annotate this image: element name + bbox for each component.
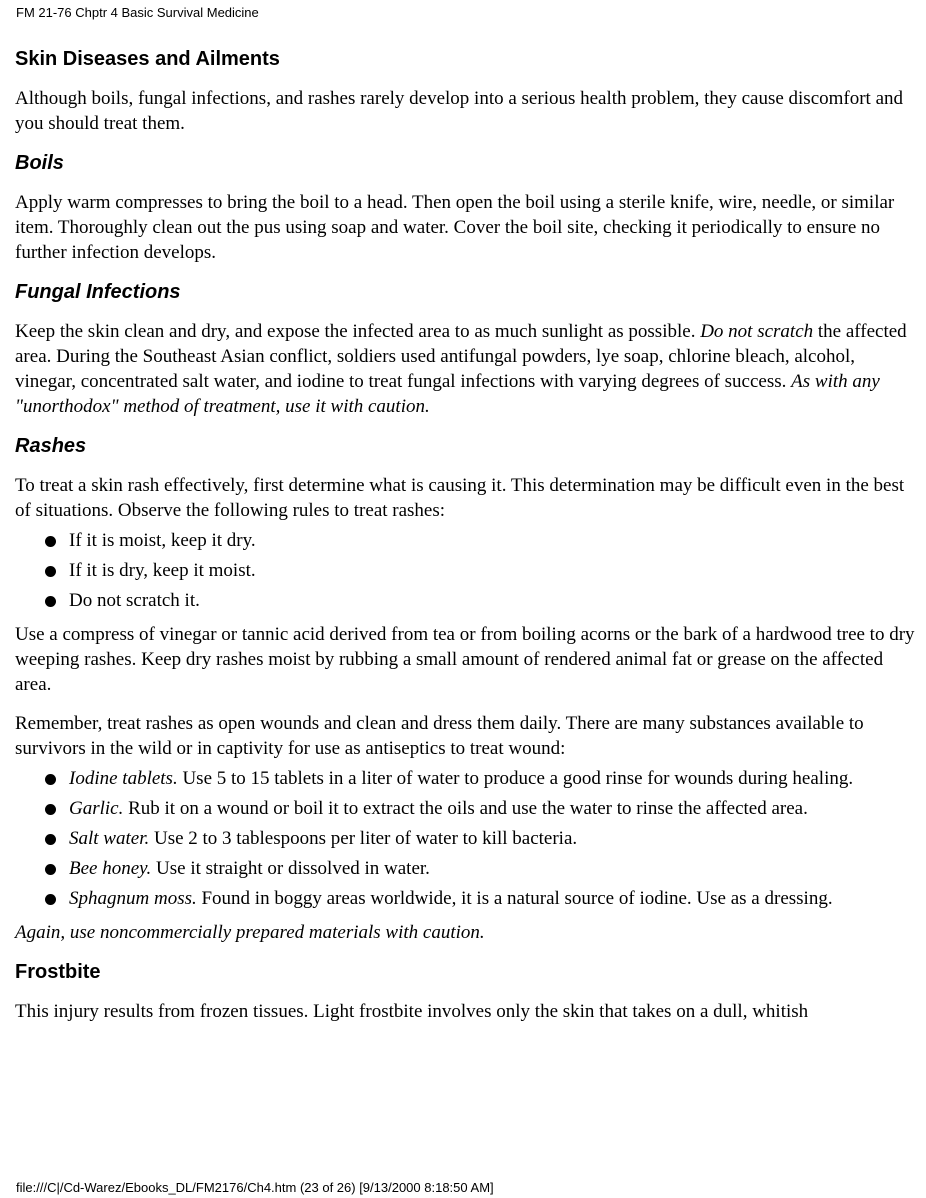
list-item: If it is dry, keep it moist. [15, 558, 915, 583]
section-title-frostbite: Frostbite [15, 961, 101, 983]
section-title-boils: Boils [15, 152, 64, 174]
antiseptic-name: Sphagnum moss. [69, 888, 197, 909]
list-item [15, 796, 915, 821]
caution-text: Again, use noncommercially prepared materials with caution. [15, 922, 485, 943]
list-item: If it is moist, keep it dry. [15, 528, 915, 553]
list-item [15, 826, 915, 851]
page-footer: file:///C|/Cd-Warez/Ebooks_DL/FM2176/Ch4.htm (23 of 26) [9/13/2000 8:18:50 AM] [16, 1180, 494, 1195]
document-content [15, 46, 915, 1038]
boils-text: Apply warm compresses to bring the boil to a head. Then open the boil using a sterile knife, wire, needle, or similar item. Thoroughly clean out the pus using soap and water. Cover the boil site, checking it periodically to ensure no further infection develops. [15, 192, 895, 263]
section-title-skin: Skin Diseases and Ailments [15, 48, 280, 70]
rashes-compress: Use a compress of vinegar or tannic acid derived from tea or from boiling acorns or the bark of a hardwood tree to dry weeping rashes. Keep dry rashes moist by rubbing a small amount of rendered animal fat or grease on the affected area. [15, 624, 915, 695]
list-item [15, 886, 915, 911]
antiseptic-text: Rub it on a wound or boil it to extract the oils and use the water to rinse the affected area. [123, 798, 808, 819]
section-title-fungal: Fungal Infections [15, 281, 181, 303]
fungal-text [15, 319, 915, 419]
fungal-text-b: Do not scratch [700, 321, 814, 342]
list-item: Do not scratch it. [15, 588, 915, 613]
rashes-caution [15, 920, 915, 945]
antiseptic-name: Iodine tablets. [69, 768, 178, 789]
rashes-intro: To treat a skin rash effectively, first determine what is causing it. This determination may be difficult even in the best of situations. Observe the following rules to treat rashes: [15, 475, 905, 521]
antiseptic-name: Garlic. [69, 798, 124, 819]
section-title-rashes: Rashes [15, 435, 87, 457]
rashes-remember: Remember, treat rashes as open wounds and clean and dress them daily. There are many substances available to survivors in the wild or in captivity for use as antiseptics to treat wound: [15, 713, 864, 759]
antiseptics-list [15, 766, 915, 911]
list-item [15, 856, 915, 881]
skin-intro: Although boils, fungal infections, and rashes rarely develop into a serious health problem, they cause discomfort and you should treat them. [15, 88, 904, 134]
list-item [15, 766, 915, 791]
antiseptic-name: Salt water. [69, 828, 150, 849]
fungal-text-a: Keep the skin clean and dry, and expose the infected area to as much sunlight as possible. [15, 321, 701, 342]
page-header: FM 21-76 Chptr 4 Basic Survival Medicine [16, 5, 259, 20]
fungal-text-d: As with any "unorthodox" method of treatment, use it with caution. [15, 371, 880, 417]
antiseptic-text: Use it straight or dissolved in water. [151, 858, 430, 879]
fungal-text-c: the affected area. During the Southeast Asian conflict, soldiers used antifungal powders, lye soap, chlorine bleach, alcohol, vinegar, concentrated salt water, and iodine to treat fungal infections with varying degrees of success. [15, 321, 907, 392]
antiseptic-text: Use 2 to 3 tablespoons per liter of water to kill bacteria. [149, 828, 578, 849]
antiseptic-text: Use 5 to 15 tablets in a liter of water to produce a good rinse for wounds during healing. [177, 768, 854, 789]
antiseptic-name: Bee honey. [69, 858, 152, 879]
antiseptic-text: Found in boggy areas worldwide, it is a natural source of iodine. Use as a dressing. [196, 888, 833, 909]
frostbite-text: This injury results from frozen tissues. Light frostbite involves only the skin that takes on a dull, whitish [15, 1001, 809, 1022]
rashes-rules-list [15, 528, 915, 613]
